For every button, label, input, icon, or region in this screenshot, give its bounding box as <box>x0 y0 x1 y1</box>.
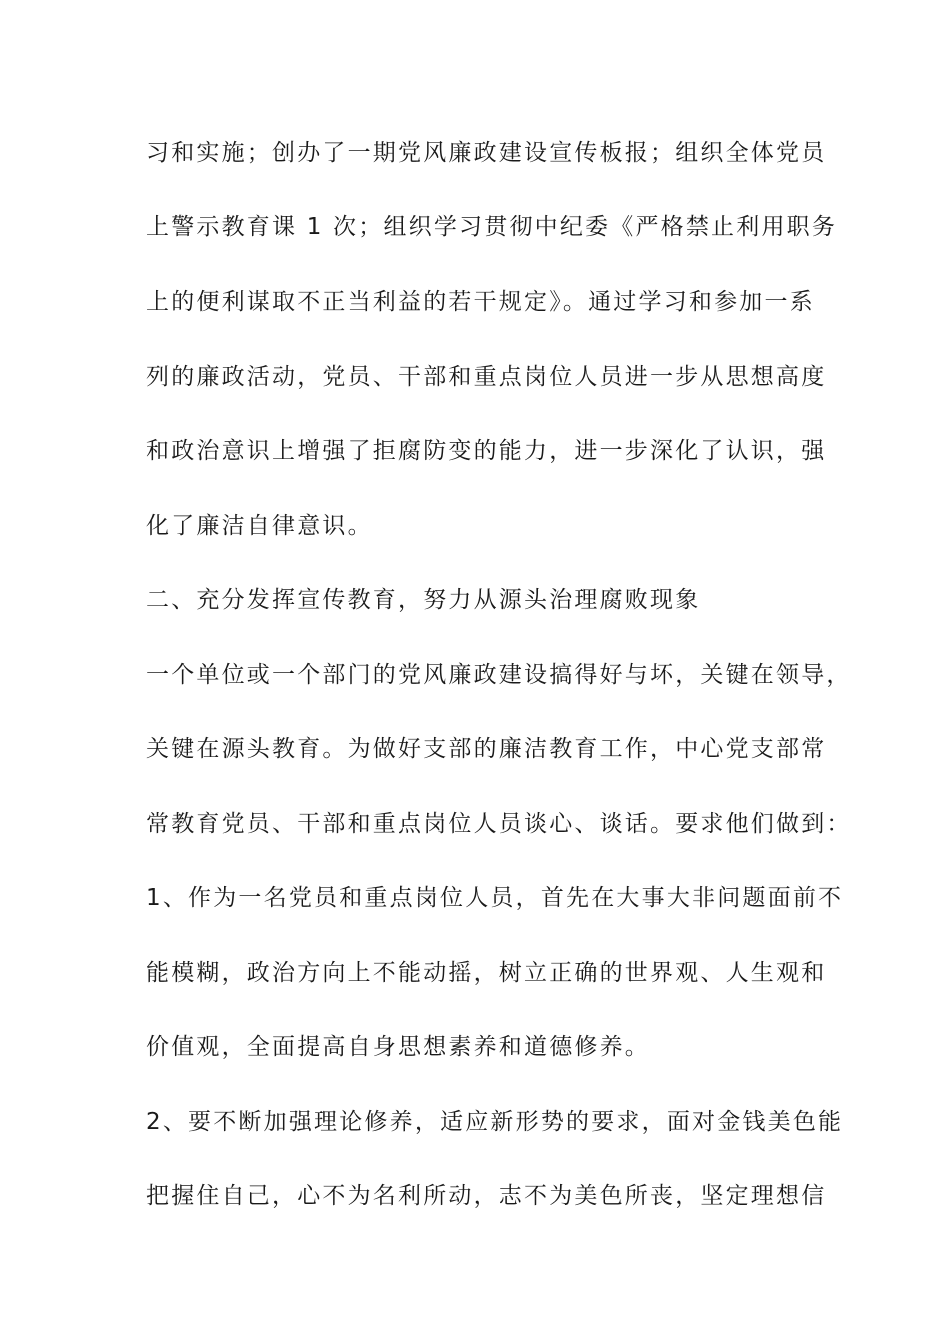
text-line: 上的便利谋取不正当利益的若干规定》。通过学习和参加一系 <box>146 289 815 315</box>
text-line: 上警示教育课 1 次；组织学习贯彻中纪委《严格禁止利用职务 <box>146 214 838 240</box>
text-line: 把握住自己，心不为名利所动，志不为美色所丧，坚定理想信 <box>146 1183 827 1209</box>
section-heading: 二、充分发挥宣传教育，努力从源头治理腐败现象 <box>146 587 701 613</box>
list-item-line: 2、要不断加强理论修养，适应新形势的要求，面对金钱美色能 <box>146 1109 844 1135</box>
text-line: 价值观，全面提高自身思想素养和道德修养。 <box>146 1034 650 1060</box>
text-line: 能模糊，政治方向上不能动摇，树立正确的世界观、人生观和 <box>146 960 827 986</box>
list-item-line: 1、作为一名党员和重点岗位人员，首先在大事大非问题面前不 <box>146 885 844 911</box>
text-line: 化了廉洁自律意识。 <box>146 513 373 539</box>
text-line: 列的廉政活动，党员、干部和重点岗位人员进一步从思想高度 <box>146 364 827 390</box>
text-line: 和政治意识上增强了拒腐防变的能力，进一步深化了认识，强 <box>146 438 827 464</box>
text-line: 习和实施；创办了一期党风廉政建设宣传板报；组织全体党员 <box>146 140 827 166</box>
text-line: 一个单位或一个部门的党风廉政建设搞得好与坏，关键在领导， <box>146 662 852 688</box>
text-line: 关键在源头教育。为做好支部的廉洁教育工作，中心党支部常 <box>146 736 827 762</box>
text-line: 常教育党员、干部和重点岗位人员谈心、谈话。要求他们做到： <box>146 811 852 837</box>
